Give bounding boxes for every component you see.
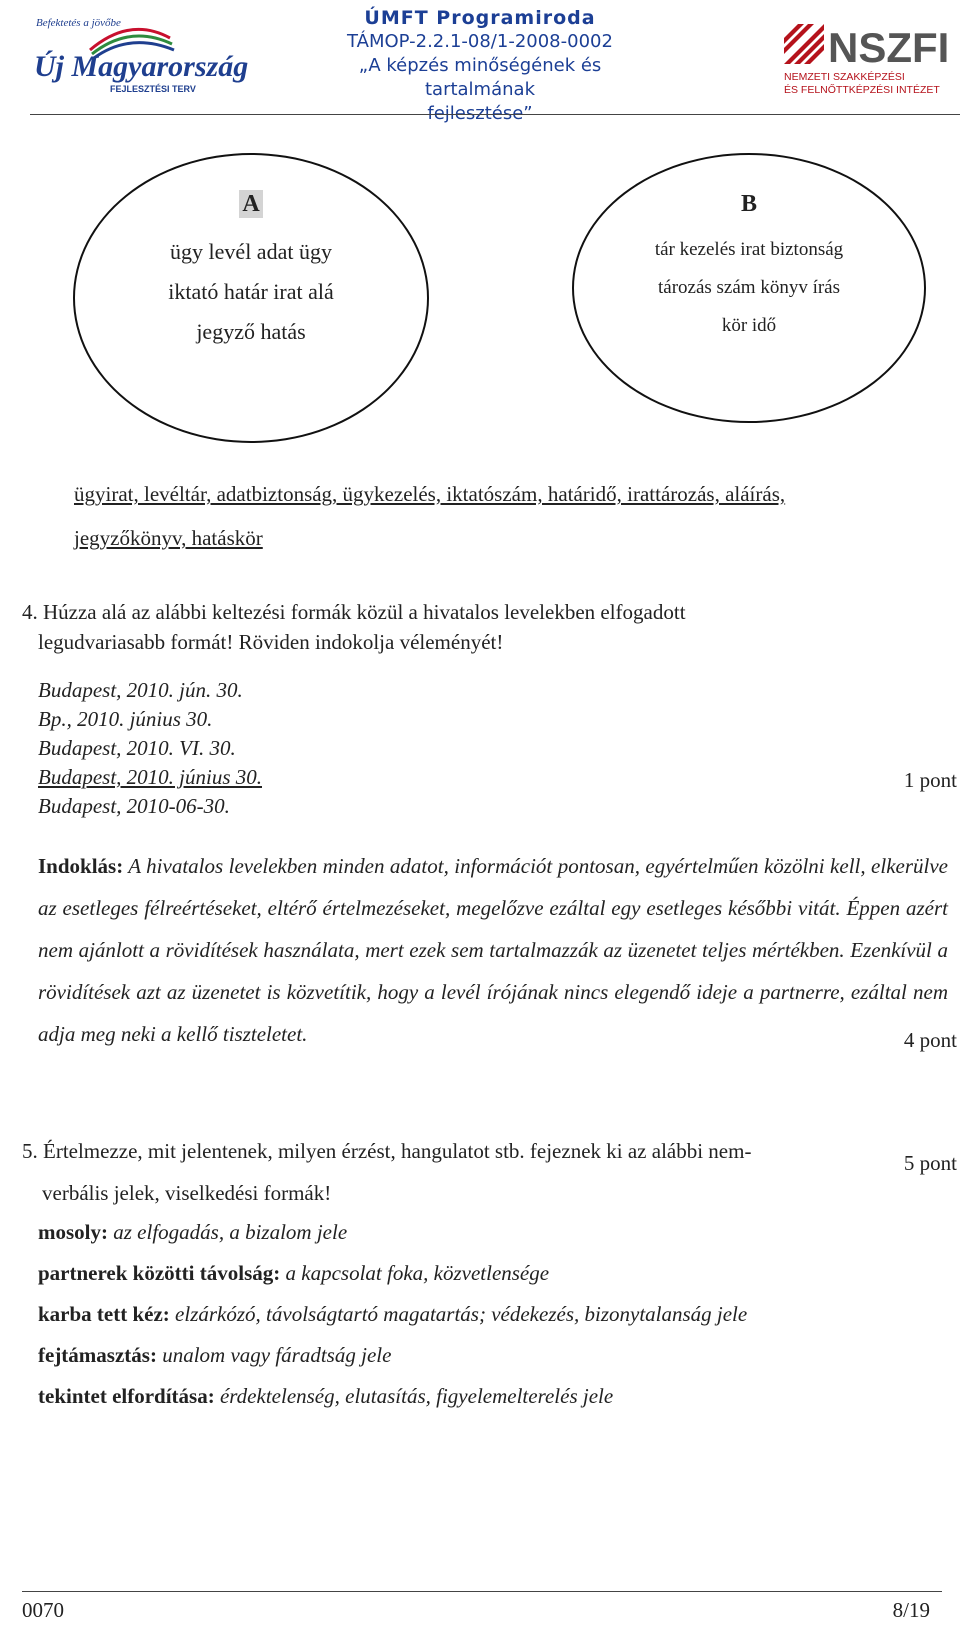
circle-b-line3: kör idő bbox=[721, 315, 777, 336]
justification-points: 4 pont bbox=[903, 1028, 957, 1052]
nszfi-line2: ÉS FELNŐTTKÉPZÉSI INTÉZET bbox=[784, 84, 940, 96]
list-item: tekintet elfordítása: érdektelenség, elutasítás, figyelemelterelés jele bbox=[38, 1384, 614, 1408]
nszfi-line1: NEMZETI SZAKKÉPZÉSI bbox=[784, 71, 905, 83]
circle-b-line2: tározás szám könyv írás bbox=[657, 277, 841, 298]
date-format-list bbox=[38, 676, 262, 821]
date-option: Budapest, 2010-06-30. bbox=[38, 794, 230, 818]
nonverbal-signs-list bbox=[38, 1212, 747, 1417]
nszfi-logo bbox=[782, 16, 952, 96]
circle-a-line1: ügy levél adat ügy bbox=[170, 239, 332, 264]
uj-magyarorszag-logo bbox=[30, 12, 249, 98]
date-option-underlined: Budapest, 2010. június 30. bbox=[38, 765, 262, 789]
justification-label: Indoklás: bbox=[38, 854, 124, 878]
project-title-line2: fejlesztése” bbox=[427, 103, 533, 124]
date-option: Budapest, 2010. VI. 30. bbox=[38, 736, 236, 760]
date-option: Bp., 2010. június 30. bbox=[38, 707, 213, 731]
nszfi-emblem-icon bbox=[784, 24, 824, 64]
program-office-name: ÚMFT Programiroda bbox=[364, 7, 596, 29]
logo-tagline: Befektetés a jövőbe bbox=[36, 17, 121, 29]
list-item: fejtámasztás: unalom vagy fáradtság jele bbox=[38, 1343, 392, 1367]
circle-b-label: B bbox=[740, 191, 757, 217]
question-4-line2: legudvariasabb formát! Röviden indokolja véleményét! bbox=[38, 630, 504, 654]
exam-code: 0070 bbox=[22, 1598, 64, 1622]
header-divider bbox=[30, 114, 960, 115]
list-item: partnerek közötti távolság: a kapcsolat foka, közvetlensége bbox=[38, 1261, 550, 1285]
question-4 bbox=[22, 597, 902, 657]
circle-b-line1: tár kezelés irat biztonság bbox=[654, 239, 844, 260]
date-option: Budapest, 2010. jún. 30. bbox=[38, 678, 243, 702]
question-4-line1: 4. Húzza alá az alábbi keltezési formák közül a hivatalos levelekben elfogadott bbox=[22, 600, 686, 624]
page-header bbox=[0, 0, 960, 124]
project-code: TÁMOP-2.2.1-08/1-2008-0002 bbox=[347, 31, 613, 52]
logo-subtitle: FEJLESZTÉSI TERV bbox=[110, 84, 196, 94]
logo-title: Új Magyarország bbox=[34, 50, 249, 83]
nszfi-wordmark: NSZFI bbox=[828, 24, 950, 71]
page-number: 8/19 bbox=[892, 1598, 930, 1622]
answer-line1: ügyirat, levéltár, adatbiztonság, ügykezelés, iktatószám, határidő, irattározás, aláírás, bbox=[74, 482, 786, 506]
justification-paragraph bbox=[38, 845, 948, 1055]
compound-words-answer bbox=[74, 472, 914, 560]
justification-text: A hivatalos levelekben minden adatot, információt pontosan, egyértelműen közölni kell, elkerülve az esetleges félreértéseket, eltérő értelmezéseket, megelőzve ezáltal egy esetleges későbbi vitát. Éppen azért nem ajánlott a rövidítések használata, mert ezek sem tartalmazzák az üzenetet teljes mértékben. Ezenkívül a rövidítések azt az üzenetet is közvetítik, hogy a levél írójának nincs elegendő ideje a partnerre, ezáltal nem adja meg neki a kellő tiszteletet. bbox=[38, 854, 948, 1046]
question-5-points: 5 pont bbox=[903, 1151, 957, 1175]
answer-line2: jegyzőkönyv, hatáskör bbox=[74, 526, 263, 550]
question-4-points: 1 pont bbox=[903, 768, 957, 792]
circle-a-line3: jegyző hatás bbox=[196, 319, 306, 344]
question-5-line2: verbális jelek, viselkedési formák! bbox=[42, 1181, 332, 1205]
question-5-line1: 5. Értelmezze, mit jelentenek, milyen érzést, hangulatot stb. fejeznek ki az alábbi nem- bbox=[22, 1139, 752, 1163]
word-circle-b bbox=[572, 153, 926, 423]
footer-divider bbox=[22, 1591, 942, 1592]
program-office-heading bbox=[330, 6, 630, 126]
circle-a-line2: iktató határ irat alá bbox=[168, 279, 334, 304]
project-title-line1: „A képzés minőségének és tartalmának bbox=[358, 55, 602, 100]
list-item: karba tett kéz: elzárkózó, távolságtartó magatartás; védekezés, bizonytalanság jele bbox=[38, 1302, 748, 1326]
circle-a-label: A bbox=[75, 191, 427, 218]
word-circle-a bbox=[73, 153, 429, 443]
list-item: mosoly: az elfogadás, a bizalom jele bbox=[38, 1220, 348, 1244]
question-5 bbox=[22, 1130, 872, 1214]
